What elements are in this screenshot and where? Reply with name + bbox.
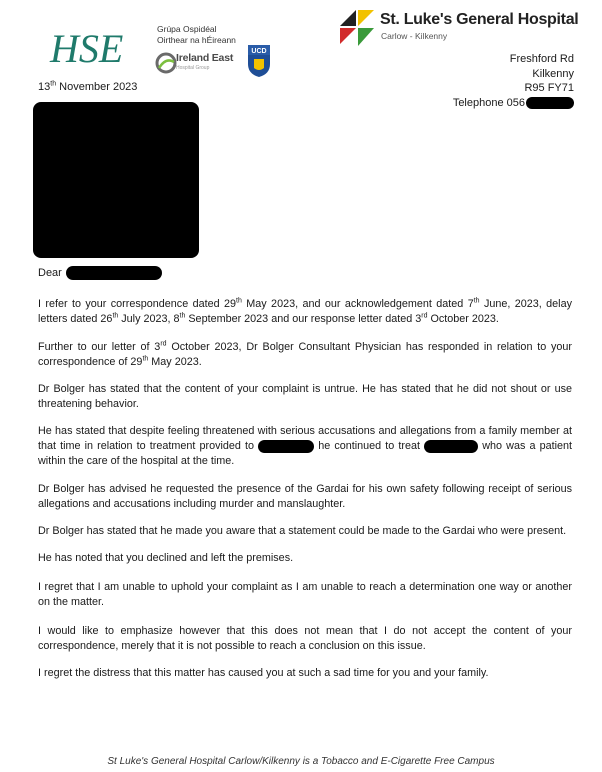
telephone-line: Telephone 056 bbox=[453, 96, 574, 111]
paragraph-5: Dr Bolger has advised he requested the presence of the Gardai for his own safety following receipt of serious allegations and accusations including murder and manslaughter. bbox=[38, 483, 572, 510]
paragraph-8: I regret that I am unable to uphold your complaint as I am unable to reach a determination one way or another on the matter. bbox=[38, 581, 572, 608]
address-line: R95 FY71 bbox=[524, 82, 574, 94]
redacted-block bbox=[526, 97, 574, 109]
redacted-block bbox=[258, 440, 314, 453]
redacted-recipient-address bbox=[33, 102, 199, 258]
salutation: Dear bbox=[38, 266, 162, 280]
paragraph-2: Further to our letter of 3rd October 2023, Dr Bolger Consultant Physician has responded in relation to your correspondence of 29th May 2023. bbox=[38, 340, 573, 368]
paragraph-6: Dr Bolger has stated that he made you aware that a statement could be made to the Gardai who were present. bbox=[38, 525, 567, 537]
ireland-east-subtext: Hospital Group bbox=[176, 65, 210, 71]
hospital-subtitle: Carlow - Kilkenny bbox=[381, 31, 448, 41]
svg-text:HSE: HSE bbox=[50, 26, 124, 71]
paragraph-7: He has noted that you declined and left the premises. bbox=[38, 552, 294, 564]
svg-text:UCD: UCD bbox=[251, 48, 267, 55]
paragraph-3: Dr Bolger has stated that the content of your complaint is untrue. He has stated that he did not shout or use threatening behavior. bbox=[38, 383, 572, 410]
redacted-block bbox=[66, 266, 162, 280]
ireland-east-text: Ireland East bbox=[176, 52, 234, 64]
hse-logo bbox=[48, 24, 124, 71]
letter-date: 13th November 2023 bbox=[38, 80, 138, 93]
hospital-address bbox=[453, 52, 574, 110]
paragraph-10: I regret the distress that this matter has caused you at such a sad time for you and your family. bbox=[38, 667, 489, 679]
paragraph-1: I refer to your correspondence dated 29th May 2023, and our acknowledgement dated 7th June, 2023, delay letters dated 26th July 2023, 8th September 2023 and our response letter dated 3rd October 2023. bbox=[38, 297, 572, 325]
redacted-block bbox=[424, 440, 478, 453]
paragraph-4: He has stated that despite feeling threatened with serious accusations and allegations from a family member at that time in relation to treatment provided to he continued to treat who was a patient within the care of the hospital at the time. bbox=[38, 425, 572, 467]
hospital-name: St. Luke's General Hospital bbox=[380, 11, 579, 28]
address-line: Freshford Rd bbox=[509, 53, 574, 65]
group-name-irish: Grúpa Ospidéal Oirthear na hÉireann bbox=[157, 24, 236, 45]
footer-note: St Luke's General Hospital Carlow/Kilkenny is a Tobacco and E-Cigarette Free Campus bbox=[107, 756, 495, 767]
st-lukes-logo-icon bbox=[338, 8, 376, 48]
address-line: Kilkenny bbox=[532, 67, 574, 80]
paragraph-9: I would like to emphasize however that this does not mean that I do not accept the content of your correspondence, merely that it is not possible to reach a conclusion on this issue. bbox=[38, 625, 572, 652]
ucd-crest-icon bbox=[247, 44, 271, 78]
